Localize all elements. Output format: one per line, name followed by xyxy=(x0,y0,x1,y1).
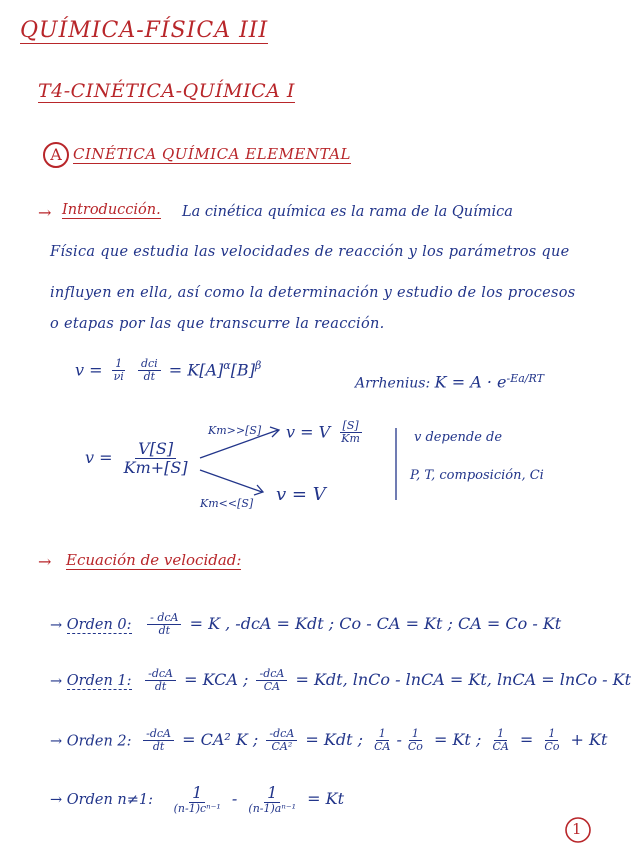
condition-high-substrate: Km>>[S] xyxy=(208,424,262,437)
michaelis-equation: v = $\frac{V[S]}{Km+[S]}$ xyxy=(85,439,188,477)
order-0-row: → Orden 0: $\frac{\text{- dcA}}{dt}$ = K , -dcA = Kdt ; Co - CA = Kt ; CA = Co - Kt xyxy=(50,611,562,638)
order-1-row: → Orden 1: $\frac{\text{-dcA}}{dt}$ = KCA ; $\frac{\text{-dcA}}{CA}$ = Kdt, lnCo - lnCA = Kt, lnCA = lnCo - Kt xyxy=(50,667,631,694)
intro-label: Introducción. xyxy=(62,202,161,218)
page-number: 1 xyxy=(572,820,582,838)
dependency-note-2: P, T, composición, Ci xyxy=(410,468,544,483)
velocity-arrow: → xyxy=(38,552,52,571)
page-title: QUÍMICA-FÍSICA III xyxy=(20,18,269,43)
condition-low-substrate: Km<<[S] xyxy=(200,497,254,510)
result-high-substrate: v = V $\frac{[S]}{Km}$ xyxy=(286,419,360,446)
section-title: CINÉTICA QUÍMICA ELEMENTAL xyxy=(73,145,351,163)
intro-line-1: La cinética química es la rama de la Química xyxy=(182,204,513,220)
arrhenius-equation: Arrhenius: $K = A \cdot e^{-Ea/RT}$ xyxy=(355,372,544,392)
intro-arrow: → xyxy=(38,203,52,222)
intro-line-2: Física que estudia las velocidades de reacción y los parámetros que xyxy=(50,244,570,260)
topic-title: T4-CINÉTICA-QUÍMICA I xyxy=(38,80,295,102)
result-low-substrate: v = V xyxy=(276,484,326,505)
order-2-row: → Orden 2: $\frac{\text{-dcA}}{dt}$ = CA² K ; $\frac{\text{-dcA}}{\text{CA²}}$ = Kdt ; $\frac{1}{CA}$ - $\frac{1}{Co}$ = Kt ; $\frac{1}{CA}$ = $\frac{1}{Co}$ + Kt xyxy=(50,727,608,754)
section-badge: A xyxy=(43,142,69,168)
dependency-note-1: v depende de xyxy=(414,430,503,445)
intro-line-4: o etapas por las que transcurre la reacción. xyxy=(50,316,385,332)
velocity-label: Ecuación de velocidad: xyxy=(66,551,242,569)
intro-line-3: influyen en ella, así como la determinación y estudio de los procesos xyxy=(50,285,576,301)
rate-law: v = $\frac{1}{\nu i}$ $\frac{\text{dci}}{dt}$ = $K[A]^\alpha[B]^\beta$ xyxy=(75,357,262,384)
order-n-row: → Orden n≠1: $\frac{1}{\text{(n-1)cⁿ⁻¹}}$ - $\frac{1}{\text{(n-1)aⁿ⁻¹}}$ = Kt xyxy=(50,783,345,815)
